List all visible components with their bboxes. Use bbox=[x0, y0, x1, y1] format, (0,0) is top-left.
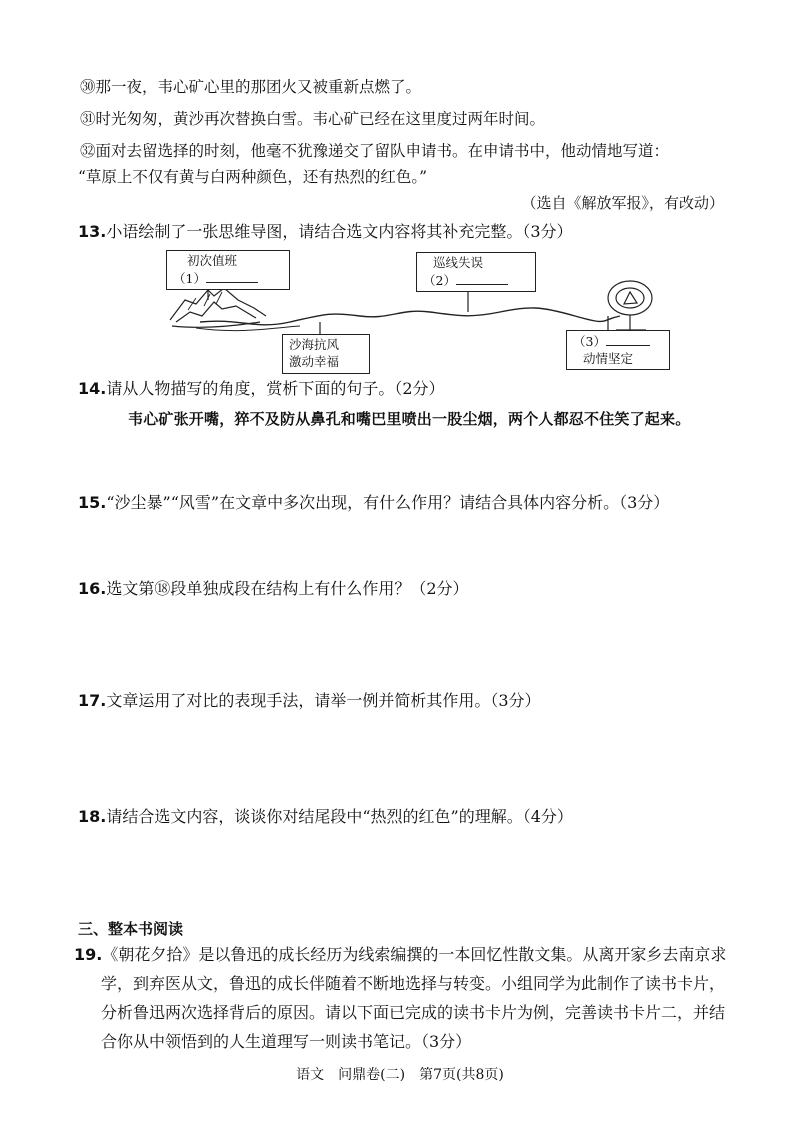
mindmap-box-first-shift-title: 初次值班 bbox=[187, 253, 238, 268]
mindmap-box-desert-wind-line1: 沙海抗风 bbox=[289, 337, 340, 352]
mindmap-blank-3[interactable] bbox=[573, 332, 663, 350]
page-footer: 语文 问鼎卷(二) 第7页(共8页) bbox=[296, 1067, 504, 1083]
mindmap-blank-2[interactable] bbox=[423, 271, 529, 289]
question-14-text: 请从人物描写的角度，赏析下面的句子。（2分） bbox=[106, 379, 445, 398]
question-16-text: 选文第⑱段单独成段在结构上有什么作用？（2分） bbox=[106, 579, 469, 598]
question-18-number: 18. bbox=[78, 807, 107, 826]
mindmap-box-steadfast-line2: 动情坚定 bbox=[583, 351, 634, 366]
answer-area-16[interactable] bbox=[78, 604, 728, 684]
question-15-text: “沙尘暴”“风雪”在文章中多次出现，有什么作用？请结合具体内容分析。（3分） bbox=[106, 493, 670, 512]
answer-area-17[interactable] bbox=[78, 716, 728, 800]
mindmap-box-desert-wind-line2: 激动幸福 bbox=[289, 354, 340, 369]
mindmap-blank-1-label: （1） bbox=[173, 271, 206, 286]
mindmap-box-steadfast bbox=[566, 330, 670, 370]
answer-area-14[interactable] bbox=[78, 436, 728, 486]
passage-paragraph-30: ㉚那一夜，韦心矿心里的那团火又被重新点燃了。 bbox=[80, 78, 422, 96]
question-14-quote: 韦心矿张开嘴，猝不及防从鼻孔和嘴巴里喷出一股尘烟，两个人都忍不住笑了起来。 bbox=[128, 410, 691, 428]
question-17-text: 文章运用了对比的表现手法，请举一例并简析其作用。（3分） bbox=[106, 691, 541, 710]
passage-paragraph-32-line1: ㉜面对去留选择的时刻，他毫不犹豫递交了留队申请书。在申请书中，他动情地写道： bbox=[80, 142, 670, 160]
question-14 bbox=[78, 378, 445, 400]
mindmap-blank-3-label: （3） bbox=[573, 334, 606, 349]
question-17 bbox=[78, 690, 541, 712]
mindmap-box-first-shift bbox=[166, 250, 290, 290]
mindmap-blank-1-line bbox=[206, 269, 258, 283]
question-16-number: 16. bbox=[78, 579, 107, 598]
passage-paragraph-32-line2: “草原上不仅有黄与白两种颜色，还有热烈的红色。” bbox=[78, 168, 428, 186]
mindmap-drawing bbox=[0, 0, 800, 380]
mindmap-blank-2-line bbox=[456, 271, 508, 285]
question-16 bbox=[78, 578, 469, 600]
radar-dish-illustration bbox=[608, 281, 652, 330]
question-14-number: 14. bbox=[78, 379, 107, 398]
section-title-whole-book-reading: 三、整本书阅读 bbox=[78, 920, 184, 938]
question-15 bbox=[78, 492, 669, 514]
question-15-number: 15. bbox=[78, 493, 107, 512]
question-18-text: 请结合选文内容，谈谈你对结尾段中“热烈的红色”的理解。（4分） bbox=[106, 807, 573, 826]
question-19-text-line1: 《朝花夕拾》是以鲁迅的成长经历为线索编撰的一本回忆性散文集。从离开家乡去南京求 bbox=[102, 945, 727, 964]
question-13-text: 小语绘制了一张思维导图，请结合选文内容将其补充完整。（3分） bbox=[106, 222, 573, 241]
mindmap-blank-2-label: （2） bbox=[423, 273, 456, 288]
question-13-number: 13. bbox=[78, 222, 107, 241]
question-18 bbox=[78, 806, 573, 828]
question-17-number: 17. bbox=[78, 691, 107, 710]
question-19-line4: 合你从中领悟到的人生道理写一则读书笔记。（3分） bbox=[101, 1032, 472, 1051]
answer-area-18[interactable] bbox=[78, 832, 728, 912]
mindmap-box-patrol-mistake-title: 巡线失误 bbox=[433, 255, 484, 270]
question-19-number: 19. bbox=[74, 945, 103, 964]
mindmap-timeline bbox=[200, 308, 620, 325]
answer-area-15[interactable] bbox=[78, 518, 728, 572]
question-19-line1 bbox=[74, 944, 726, 966]
mindmap-box-desert-wind bbox=[282, 334, 370, 374]
question-19-line2: 学，到弃医从文，鲁迅的成长伴随着不断地选择与转变。小组同学为此制作了读书卡片， bbox=[101, 974, 726, 993]
question-19-line3: 分析鲁迅两次选择背后的原因。请以下面已完成的读书卡片为例，完善读书卡片二，并结 bbox=[101, 1003, 726, 1022]
passage-paragraph-31: ㉛时光匆匆，黄沙再次替换白雪。韦心矿已经在这里度过两年时间。 bbox=[80, 110, 546, 128]
mindmap-blank-1[interactable] bbox=[173, 269, 283, 287]
mindmap-box-patrol-mistake bbox=[416, 252, 536, 292]
passage-source: （选自《解放军报》，有改动） bbox=[521, 194, 724, 212]
mindmap-blank-3-line bbox=[606, 332, 650, 346]
